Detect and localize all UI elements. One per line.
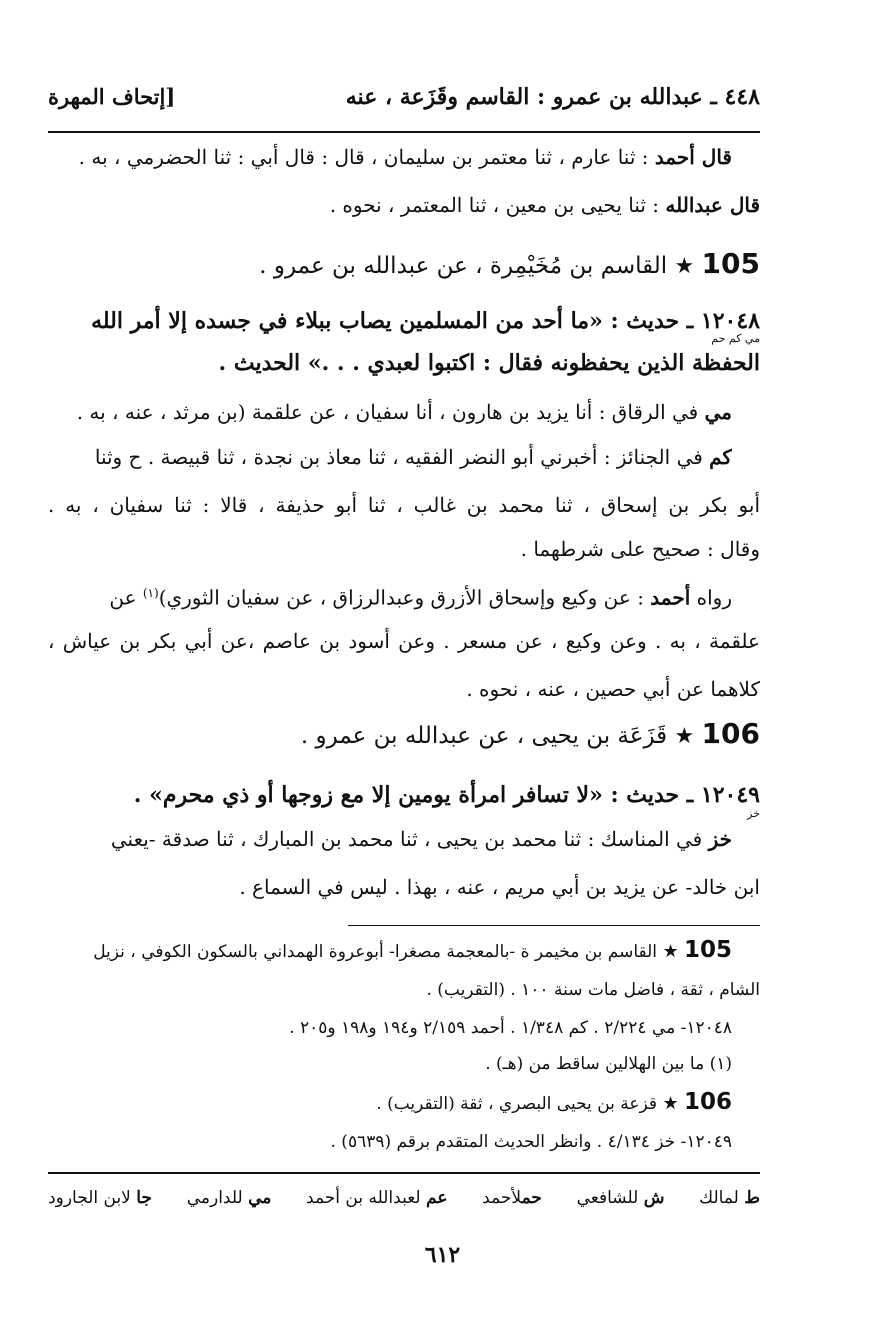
hadith-text-line: الحفظة الذين يحفظونه فقال : اكتبوا لعبدي . . .» الحديث . xyxy=(218,350,760,376)
hadith-heading-12048: ١٢٠٤٨ ـ حديث : «ما أحد من المسلمين يصاب ببلاء في جسده إلا أمر الله xyxy=(91,308,760,334)
star-icon: ★ xyxy=(674,254,695,279)
hadith-number: ١٢٠٤٩ xyxy=(700,782,760,808)
narrator-heading-106: 106 ★ قَزَعَة بن يحيى ، عن عبدالله بن عمرو . xyxy=(300,717,760,750)
hadith-number: ١٢٠٤٨ xyxy=(700,308,760,334)
footnote-line: 106 ★ قزعة بن يحيى البصري ، ثقة (التقريب) . xyxy=(376,1089,732,1115)
footnote-separator xyxy=(348,925,760,926)
abbr-item: جا لابن الجارود xyxy=(48,1188,152,1208)
abbr-item: عم لعبدالله بن أحمد xyxy=(306,1188,448,1208)
star-icon: ★ xyxy=(662,941,679,962)
header-title: ٤٤٨ ـ عبدالله بن عمرو : القاسم وقَزَعة ، عنه xyxy=(345,84,760,110)
abbreviation-key xyxy=(48,1188,760,1220)
footnote-line: (١) ما بين الهلالين ساقط من (هـ) . xyxy=(485,1054,732,1074)
text-line: قال أحمد : ثنا عارم ، ثنا معتمر بن سليمان ، قال : قال أبي : ثنا الحضرمي ، به . xyxy=(78,145,732,169)
text-line: علقمة ، به . وعن وكيع ، عن مسعر . وعن أسود بن عاصم ،عن أبي بكر بن عياش ، xyxy=(48,629,760,653)
text-line: ابن خالد- عن يزيد بن أبي مريم ، عنه ، بهذا . ليس في السماع . xyxy=(239,875,760,899)
text-line: كلاهما عن أبي حصين ، عنه ، نحوه . xyxy=(466,677,760,701)
star-icon: ★ xyxy=(674,724,695,749)
running-header xyxy=(48,84,760,120)
footer-rule xyxy=(48,1172,760,1174)
footnote-ref: (١) xyxy=(142,586,159,600)
abbr-item: ط لمالك xyxy=(699,1188,760,1208)
source-symbols: مي كم حم xyxy=(711,332,760,345)
footnote-line: ١٢٠٤٨- مي ٢/٢٢٤ . كم ١/٣٤٨ . أحمد ٢/١٥٩ و١٩٤ و١٩٨ و٢٠٥ . xyxy=(289,1018,732,1038)
header-rule xyxy=(48,131,760,133)
abbr-item: ش للشافعي xyxy=(576,1188,665,1208)
page-number: ٦١٢ xyxy=(424,1242,461,1268)
narrator-number: 106 xyxy=(701,717,760,750)
header-book-name: [إتحاف المهرة xyxy=(48,84,176,109)
narrator-number: 105 xyxy=(701,247,760,280)
star-icon: ★ xyxy=(662,1093,679,1114)
footnote-line: ١٢٠٤٩- خز ٤/١٣٤ . وانظر الحديث المتقدم برقم (٥٦٣٩) . xyxy=(330,1132,732,1152)
source-symbols: خز xyxy=(747,807,760,820)
narrator-heading-105: 105 ★ القاسم بن مُخَيْمِرة ، عن عبدالله بن عمرو . xyxy=(259,247,760,280)
text-line: خز في المناسك : ثنا محمد بن يحيى ، ثنا محمد بن المبارك ، ثنا صدقة -يعني xyxy=(110,827,732,851)
hadith-heading-12049: ١٢٠٤٩ ـ حديث : «لا تسافر امرأة يومين إلا مع زوجها أو ذي محرم» . xyxy=(133,782,760,808)
footnote-line: 105 ★ القاسم بن مخيمر ة -بالمعجمة مصغرا- أبوعروة الهمداني بالسكون الكوفي ، نزيل xyxy=(93,937,732,963)
text-line: قال عبدالله : ثنا يحيى بن معين ، ثنا المعتمر ، نحوه . xyxy=(329,193,760,217)
abbr-item: حملأحمد xyxy=(482,1188,542,1208)
text-line: مي في الرقاق : أنا يزيد بن هارون ، أنا سفيان ، عن علقمة (بن مرثد ، عنه ، به . xyxy=(76,400,732,424)
abbr-item: مي للدارمي xyxy=(186,1188,272,1208)
text-line: أبو بكر بن إسحاق ، ثنا محمد بن غالب ، ثنا أبو حذيفة ، قالا : ثنا سفيان ، به . xyxy=(48,493,760,517)
text-line: وقال : صحيح على شرطهما . xyxy=(520,537,760,561)
footnote-line: الشام ، ثقة ، فاضل مات سنة ١٠٠ . (التقريب) . xyxy=(426,980,760,1000)
text-line: كم في الجنائز : أخبرني أبو النضر الفقيه ، ثنا معاذ بن نجدة ، ثنا قبيصة . ح وثنا xyxy=(94,445,732,469)
text-line: رواه أحمد : عن وكيع وإسحاق الأزرق وعبدالرزاق ، عن سفيان الثوري)$^{(١)}$ عن xyxy=(109,585,732,610)
